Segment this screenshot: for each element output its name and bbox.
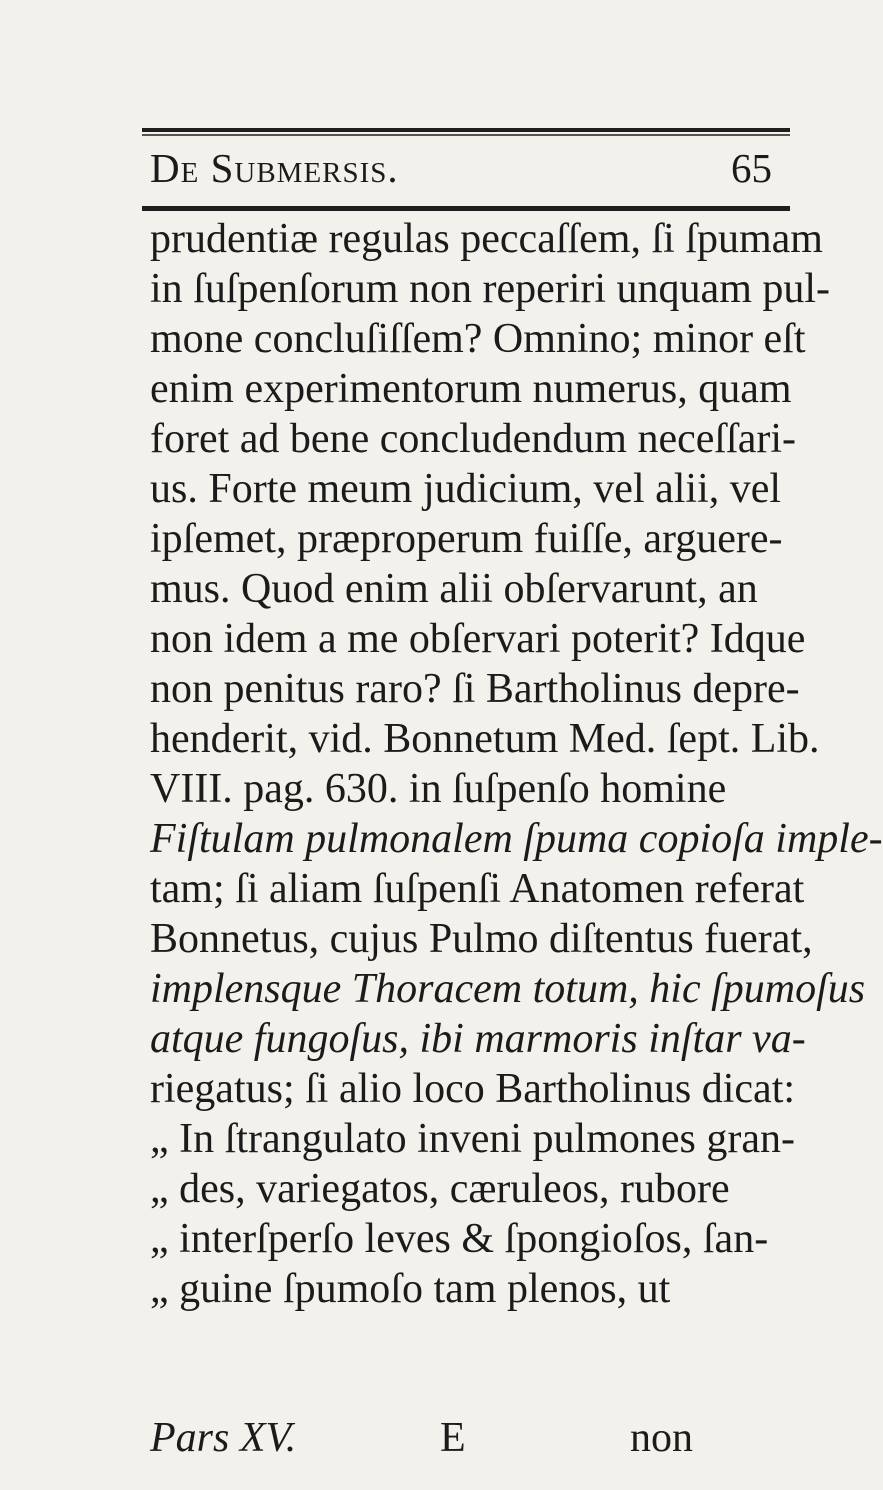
text-line: implensque Thoracem totum, hic ſpumoſus — [150, 966, 866, 1012]
body-text — [150, 214, 883, 1314]
catchword: non — [630, 1415, 693, 1461]
text-line: „ des, variegatos, cæruleos, rubore — [150, 1166, 730, 1212]
text-line: us. Forte meum judicium, vel alii, vel — [150, 466, 782, 512]
text-line: henderit, vid. Bonnetum Med. ſept. Lib. — [150, 716, 820, 762]
text-line: in ſuſpenſorum non reperiri unquam pul- — [150, 266, 831, 312]
text-line: mus. Quod enim alii obſervarunt, an — [150, 566, 758, 612]
text-line: VIII. pag. 630. in ſuſpenſo homine — [150, 766, 727, 812]
page-footer — [150, 1414, 790, 1466]
text-line: „ In ſtrangulato inveni pulmones gran- — [150, 1116, 795, 1162]
header-rule-top — [142, 128, 790, 132]
running-title: De Submersis. — [150, 145, 399, 191]
header-rule-top-thin — [142, 134, 790, 136]
text-line: non idem a me obſervari poterit? Idque — [150, 616, 806, 662]
text-line: riegatus; ſi alio loco Bartholinus dicat: — [150, 1066, 796, 1112]
page-header — [150, 140, 780, 202]
sheet-letter: E — [440, 1415, 466, 1461]
text-line: Fiſtulam pulmonalem ſpuma copioſa imple- — [150, 816, 883, 862]
text-line: tam; ſi aliam ſuſpenſi Anatomen referat — [150, 866, 805, 912]
text-line: non penitus raro? ſi Bartholinus depre- — [150, 666, 800, 712]
text-line: Bonnetus, cujus Pulmo diſtentus fuerat, — [150, 916, 813, 962]
header-rule-bottom — [142, 206, 790, 211]
text-line: foret ad bene concludendum neceſſari- — [150, 416, 797, 462]
text-line: mone concluſiſſem? Omnino; minor eſt — [150, 316, 806, 362]
text-line: enim experimentorum numerus, quam — [150, 366, 792, 412]
text-line: prudentiæ regulas peccaſſem, ſi ſpumam — [150, 216, 823, 262]
text-line: ipſemet, præproperum fuiſſe, arguere- — [150, 516, 783, 562]
text-line: „ interſperſo leves & ſpongioſos, ſan- — [150, 1216, 769, 1262]
signature-mark: Pars XV. — [150, 1415, 297, 1461]
text-line: „ guine ſpumoſo tam plenos, ut — [150, 1266, 671, 1312]
page-number: 65 — [731, 145, 772, 191]
text-line: atque fungoſus, ibi marmoris inſtar va- — [150, 1016, 806, 1062]
